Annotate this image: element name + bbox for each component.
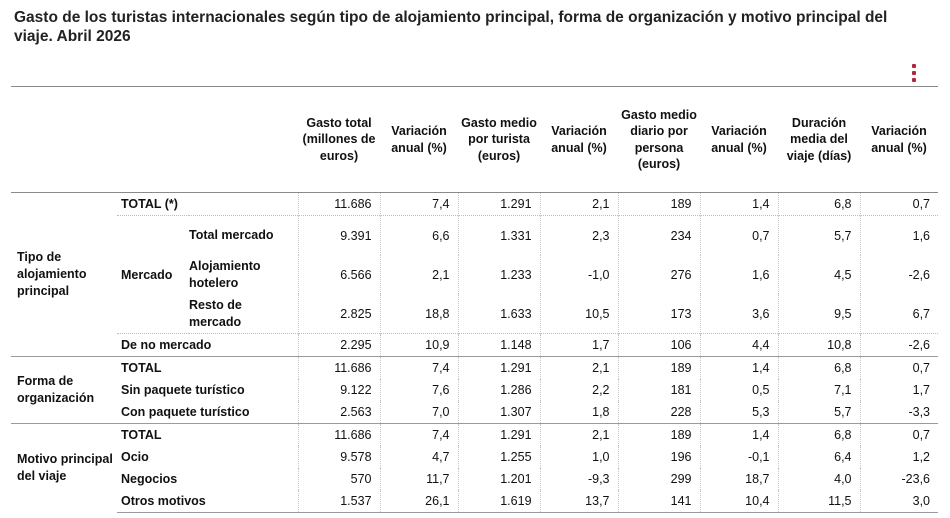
table-cell: 11.686: [298, 193, 380, 216]
table-row: [11, 216, 938, 256]
table-cell: 6,6: [380, 216, 458, 256]
table-row: [11, 334, 938, 357]
menu-dot: [912, 64, 916, 68]
table-cell: 10,4: [700, 490, 778, 513]
table-cell: 5,3: [700, 401, 778, 424]
table-cell: 6,8: [778, 193, 860, 216]
table-cell: -23,6: [860, 468, 938, 490]
row-label: Alojamiento hotelero: [189, 259, 261, 290]
table-cell: 0,7: [860, 193, 938, 216]
table-cell: 6,7: [860, 294, 938, 334]
table-cell: 4,4: [700, 334, 778, 357]
table-cell: 1.619: [458, 490, 540, 513]
table-cell: 7,4: [380, 424, 458, 447]
row-label: TOTAL: [117, 357, 298, 380]
column-header: Variación anual (%): [540, 87, 618, 193]
table-cell: 173: [618, 294, 700, 334]
table-cell: 2.825: [298, 294, 380, 334]
table-cell: 7,4: [380, 357, 458, 380]
table-cell: 141: [618, 490, 700, 513]
column-header: Variación anual (%): [860, 87, 938, 193]
table-cell: 234: [618, 216, 700, 256]
table-cell: -2,6: [860, 334, 938, 357]
table-cell: 6,8: [778, 424, 860, 447]
row-label: Negocios: [121, 472, 178, 486]
row-label: Total mercado: [189, 216, 298, 256]
table-cell: 18,7: [700, 468, 778, 490]
table-cell: 1.201: [458, 468, 540, 490]
table-cell: 1.286: [458, 379, 540, 401]
column-header: Duración media del viaje (días): [778, 87, 860, 193]
table-cell: 228: [618, 401, 700, 424]
table-cell: 570: [298, 468, 380, 490]
table-cell: 7,6: [380, 379, 458, 401]
table-cell: 1.633: [458, 294, 540, 334]
table-cell: 189: [618, 424, 700, 447]
table-cell: 0,5: [700, 379, 778, 401]
table-cell: 106: [618, 334, 700, 357]
table-cell: 1,7: [540, 334, 618, 357]
table-cell: 1.233: [458, 255, 540, 294]
table-cell: 2,1: [540, 193, 618, 216]
row-label: Con paquete turístico: [121, 405, 250, 419]
table-cell: 1,8: [540, 401, 618, 424]
table-cell: 3,0: [860, 490, 938, 513]
table-row: [11, 357, 938, 380]
row-label: Ocio: [121, 450, 149, 464]
column-header: Gasto medio por turista (euros): [458, 87, 540, 193]
table-cell: 6.566: [298, 255, 380, 294]
table-cell: 4,0: [778, 468, 860, 490]
table-cell: 0,7: [860, 424, 938, 447]
table-cell: 189: [618, 193, 700, 216]
table-cell: 1,4: [700, 193, 778, 216]
table-row: [11, 424, 938, 447]
table-cell: 5,7: [778, 401, 860, 424]
row-label: Sin paquete turístico: [121, 383, 245, 397]
row-label: TOTAL (*): [121, 197, 178, 211]
row-label: De no mercado: [117, 334, 298, 357]
table-cell: 6,4: [778, 446, 860, 468]
table-cell: 1.331: [458, 216, 540, 256]
table-cell: -9,3: [540, 468, 618, 490]
table-cell: -1,0: [540, 255, 618, 294]
table-cell: -3,3: [860, 401, 938, 424]
table-cell: 1,0: [540, 446, 618, 468]
table-cell: 7,4: [380, 193, 458, 216]
subgroup-label: Mercado: [117, 216, 189, 334]
table-cell: 6,8: [778, 357, 860, 380]
table-cell: 1,7: [860, 379, 938, 401]
table-cell: -2,6: [860, 255, 938, 294]
table-cell: 1.255: [458, 446, 540, 468]
header-row: [11, 87, 938, 193]
table-cell: 2,1: [540, 357, 618, 380]
table-cell: 189: [618, 357, 700, 380]
table-cell: 1,2: [860, 446, 938, 468]
table-cell: 1,6: [700, 255, 778, 294]
table-cell: 1.291: [458, 193, 540, 216]
table-cell: 299: [618, 468, 700, 490]
table-cell: 1.291: [458, 424, 540, 447]
table-cell: -0,1: [700, 446, 778, 468]
table-cell: 11.686: [298, 424, 380, 447]
table-cell: 2,1: [540, 424, 618, 447]
table-cell: 2,2: [540, 379, 618, 401]
table-cell: 26,1: [380, 490, 458, 513]
menu-dot: [912, 78, 916, 82]
table-cell: 196: [618, 446, 700, 468]
table-cell: 2.295: [298, 334, 380, 357]
table-cell: 0,7: [860, 357, 938, 380]
table-cell: 1.148: [458, 334, 540, 357]
table-cell: 1.291: [458, 357, 540, 380]
table-cell: 10,9: [380, 334, 458, 357]
page-title: Gasto de los turistas internacionales según tipo de alojamiento principal, forma de organización y motivo principal del viaje. Abril 2026: [14, 9, 888, 45]
column-header: Gasto medio diario por persona (euros): [618, 87, 700, 193]
group-label: Forma de organización: [11, 357, 117, 424]
table-cell: 1.537: [298, 490, 380, 513]
table-cell: 7,0: [380, 401, 458, 424]
table-cell: 2,3: [540, 216, 618, 256]
group-label: Tipo de alojamiento principal: [17, 250, 87, 298]
vertical-ellipsis-icon[interactable]: [908, 64, 920, 82]
column-header: Variación anual (%): [700, 87, 778, 193]
table-cell: 13,7: [540, 490, 618, 513]
table-cell: 2.563: [298, 401, 380, 424]
table-row: [11, 379, 938, 401]
table-row: [11, 490, 938, 513]
table-cell: 276: [618, 255, 700, 294]
group-label: Motivo principal del viaje: [11, 424, 117, 513]
table-cell: 4,7: [380, 446, 458, 468]
table-cell: 1,6: [860, 216, 938, 256]
table-cell: 7,1: [778, 379, 860, 401]
header-stub: [11, 87, 298, 193]
table-cell: 181: [618, 379, 700, 401]
table-row: [11, 401, 938, 424]
table-cell: 1,4: [700, 424, 778, 447]
table-cell: 11.686: [298, 357, 380, 380]
table-cell: 3,6: [700, 294, 778, 334]
table-cell: 10,5: [540, 294, 618, 334]
table-cell: 9.391: [298, 216, 380, 256]
data-table: [11, 86, 938, 513]
table-cell: 9.578: [298, 446, 380, 468]
table-cell: 10,8: [778, 334, 860, 357]
table-row: [11, 468, 938, 490]
table-cell: 4,5: [778, 255, 860, 294]
table-cell: 11,5: [778, 490, 860, 513]
row-label: TOTAL: [117, 424, 298, 447]
table-cell: 1.307: [458, 401, 540, 424]
table-cell: 0,7: [700, 216, 778, 256]
menu-dot: [912, 71, 916, 75]
row-label: Resto de mercado: [189, 298, 242, 329]
column-header: Variación anual (%): [380, 87, 458, 193]
table-cell: 9.122: [298, 379, 380, 401]
table-cell: 1,4: [700, 357, 778, 380]
table-cell: 2,1: [380, 255, 458, 294]
column-header: Gasto total (millones de euros): [298, 87, 380, 193]
table-cell: 11,7: [380, 468, 458, 490]
table-cell: 5,7: [778, 216, 860, 256]
table-cell: 9,5: [778, 294, 860, 334]
table-row: [11, 193, 938, 216]
table-cell: 18,8: [380, 294, 458, 334]
row-label: Otros motivos: [117, 490, 298, 513]
table-row: [11, 446, 938, 468]
